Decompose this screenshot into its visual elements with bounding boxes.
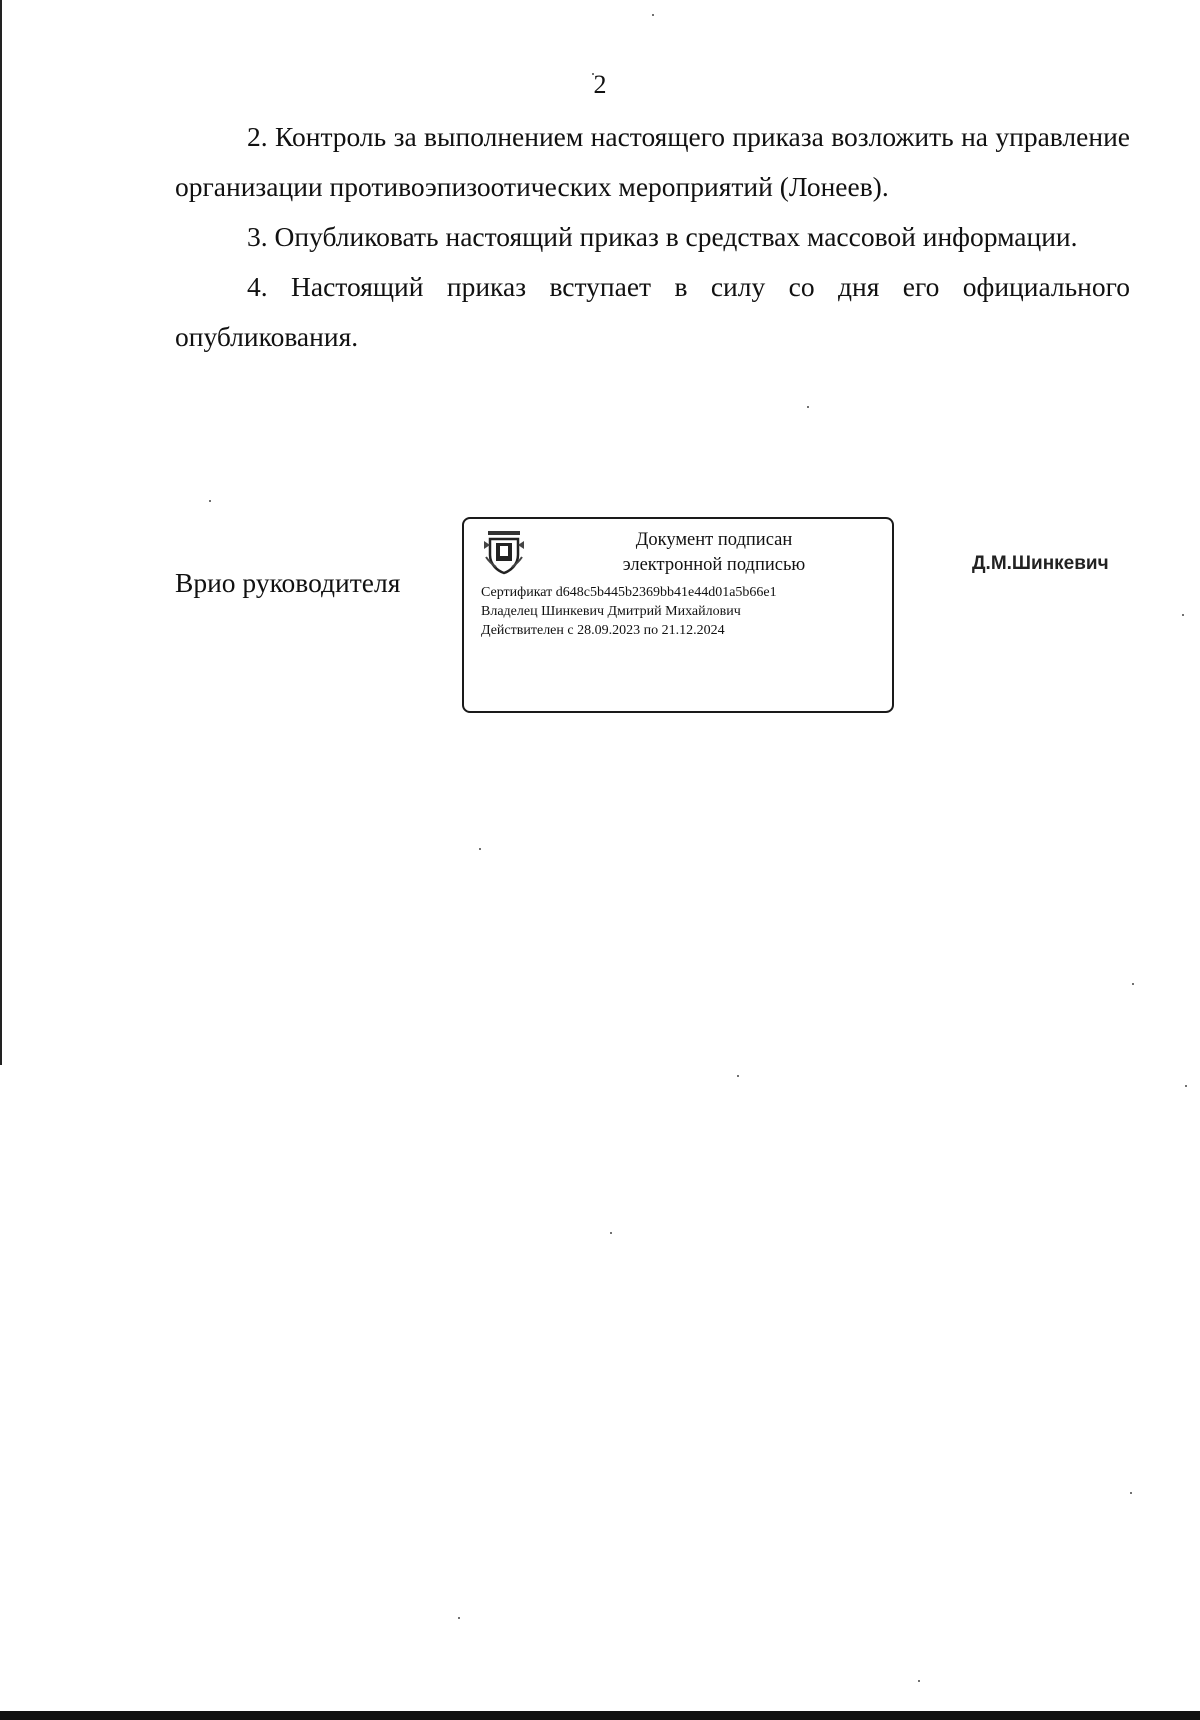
signatory-position: Врио руководителя bbox=[175, 567, 401, 598]
page-number: 2 bbox=[593, 70, 607, 99]
page-bottom-edge bbox=[0, 1711, 1200, 1720]
page-left-edge bbox=[0, 0, 2, 1065]
scan-speck bbox=[918, 1680, 920, 1682]
scan-speck bbox=[652, 14, 654, 16]
scan-speck bbox=[1132, 983, 1134, 985]
paragraph-effective: 4. Настоящий приказ вступает в силу со дня его официального опубликования. bbox=[175, 271, 1130, 352]
stamp-owner: Владелец Шинкевич Дмитрий Михайлович bbox=[481, 604, 741, 619]
scan-speck bbox=[479, 848, 481, 850]
scan-speck bbox=[610, 1232, 612, 1234]
scan-speck bbox=[458, 1617, 460, 1619]
scan-speck bbox=[1130, 1492, 1132, 1494]
signatory-name: Д.М.Шинкевич bbox=[972, 553, 1109, 574]
e-signature-stamp bbox=[462, 517, 894, 713]
scan-speck bbox=[1185, 1085, 1187, 1087]
order-body bbox=[175, 112, 1130, 362]
scan-speck bbox=[807, 406, 809, 408]
coat-of-arms-icon bbox=[482, 527, 526, 575]
stamp-heading-line2: электронной подписью bbox=[622, 555, 806, 575]
scan-speck bbox=[592, 73, 594, 75]
scan-speck bbox=[737, 1075, 739, 1077]
scan-speck bbox=[209, 500, 211, 502]
paragraph-publish: 3. Опубликовать настоящий приказ в средствах массовой информации. bbox=[247, 221, 1078, 252]
scan-speck bbox=[1182, 614, 1184, 616]
stamp-validity: Действителен с 28.09.2023 по 21.12.2024 bbox=[481, 623, 725, 638]
stamp-heading-line1: Документ подписан bbox=[635, 530, 793, 550]
stamp-certificate: Сертификат d648c5b445b2369bb41e44d01a5b66e1 bbox=[481, 585, 777, 600]
paragraph-control: 2. Контроль за выполнением настоящего приказа возложить на управление организации противоэпизоотических мероприятий (Лонеев). bbox=[175, 121, 1130, 202]
